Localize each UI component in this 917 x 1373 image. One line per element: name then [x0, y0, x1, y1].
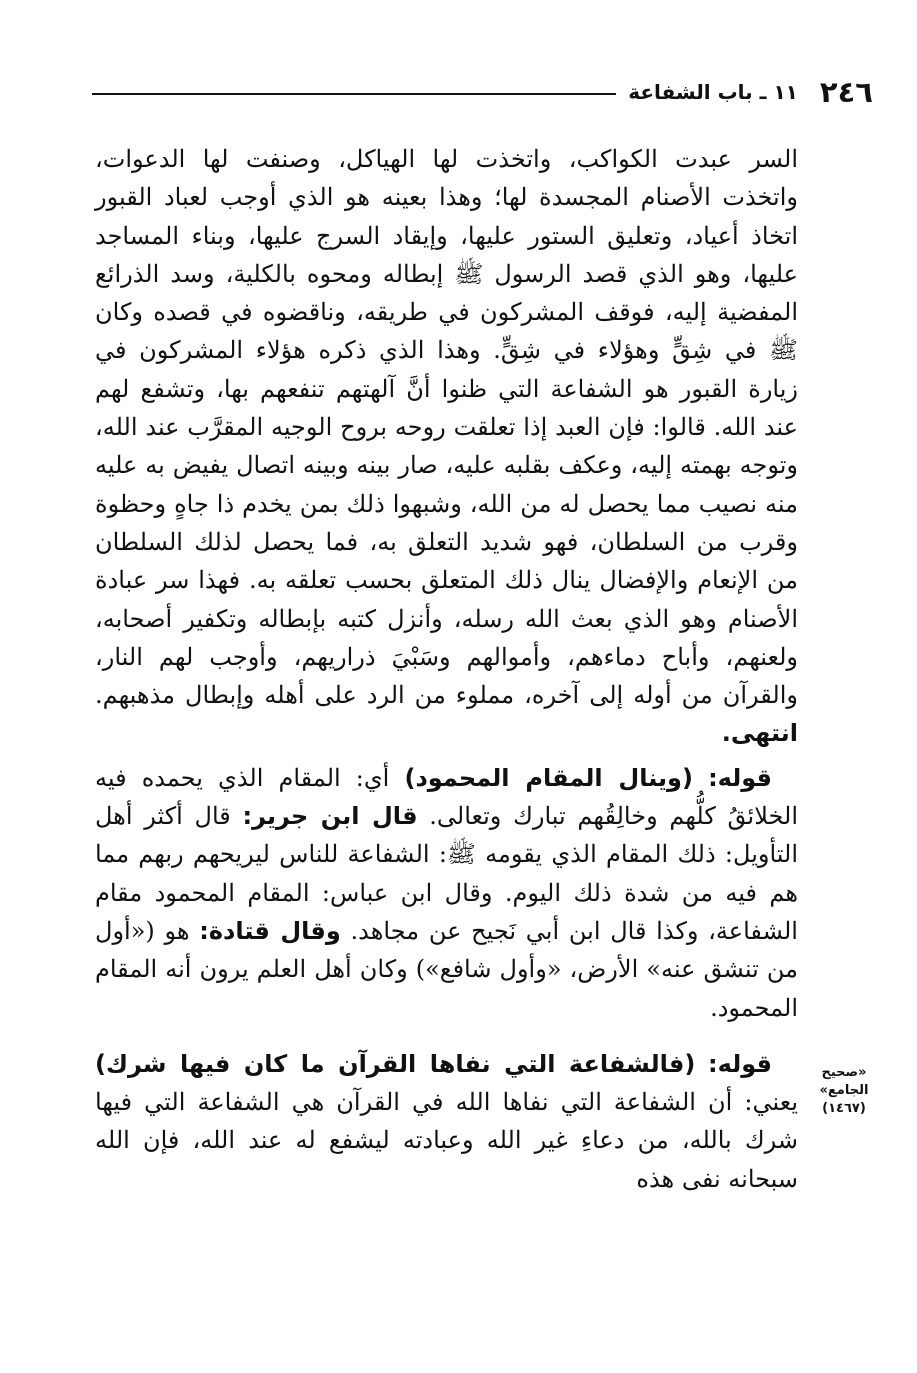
paragraph-continuation	[95, 140, 798, 753]
page-number: ٢٤٦	[819, 75, 873, 109]
quoted-phrase: (وينال المقام المحمود)	[404, 763, 693, 792]
margin-note-line: (١٤٦٧)	[822, 1101, 866, 1116]
header-rule	[92, 93, 616, 95]
paragraph-commentary-shafaa	[95, 1045, 798, 1198]
margin-note-line: الجامع»	[819, 1083, 869, 1098]
paragraph-text: قال أكثر أهل التأويل: ذلك المقام الذي يقومه ﷺ: الشفاعة للناس ليريحهم ربهم مما هم فيه من شدة ذلك اليوم. وقال ابن عباس: المقام المحمود مقام الشفاعة، وكذا قال ابن أبي نَجيح عن مجاهد.	[95, 802, 799, 945]
paragraph-text: يعني: أن الشفاعة التي نفاها الله في القرآن هي الشفاعة التي فيها شرك بالله، من دعاءِ غير الله وعبادته ليشفع له عند الله، فإن الله سبحانه نفى هذه	[95, 1088, 799, 1193]
paragraph-text: السر عبدت الكواكب، واتخذت لها الهياكل، وصنفت لها الدعوات، واتخذت الأصنام المجسدة لها؛ وهذا بعينه هو الذي أوجب لعباد القبور اتخاذ أعياد، وتعليق الستور عليها، وإيقاد السرج عليها، وبناء المساجد عليها، وهو الذي قصد الرسول ﷺ إبطاله ومحوه بالكلية، وسد الذرائع المفضية إليه، فوقف المشركون في طريقه، وناقضوه في قصده وكان ﷺ في شِقٍّ وهؤلاء في شِقٍّ. وهذا الذي ذكره هؤلاء المشركون في زيارة القبور هو الشفاعة التي ظنوا أنَّ آلهتهم تنفعهم بها، وتشفع لهم عند الله. قالوا: فإن العبد إذا تعلقت روحه بروح الوجيه المقرَّب عند الله، وتوجه بهمته إليه، وعكف بقلبه عليه، صار بينه وبينه اتصال يفيض به عليه منه نصيب مما يحصل له من الله، وشبهوا ذلك بمن يخدم ذا جاهٍ وحظوة وقرب من السلطان، فهو شديد التعلق به، فما يحصل لذلك السلطان من الإنعام والإفضال ينال ذلك المتعلق بحسب تعلقه به. فهذا سر عبادة الأصنام وهو الذي بعث الله رسله، وأنزل كتبه بإبطاله وتكفير أصحابه، ولعنهم، وأباح دماءهم، وأموالهم وسَبْيَ ذراريهم، وأوجب لهم النار، والقرآن من أوله إلى آخره، مملوء من الرد على أهله وإبطال مذهبهم.	[95, 145, 798, 710]
lead-word: قوله:	[708, 1049, 772, 1078]
end-marker: انتهى.	[721, 719, 798, 748]
margin-note-line: «صحيح	[821, 1065, 867, 1080]
speaker-qatada: وقال قتادة:	[199, 916, 341, 945]
page-header	[92, 72, 873, 112]
lead-word: قوله:	[708, 763, 772, 792]
paragraph-text: أي: المقام الذي يحمده فيه الخلائقُ كلُّهم وخالِقُهم تبارك وتعالى.	[95, 763, 798, 831]
paragraph-text: هو («أول من تنشق عنه» الأرض، «وأول شافع») وكان أهل العلم يرون أنه المقام المحمود.	[95, 916, 798, 1022]
speaker-ibn-jarir: قال ابن جرير:	[242, 802, 418, 831]
chapter-title: ١١ ـ باب الشفاعة	[628, 80, 798, 104]
quoted-phrase: (فالشفاعة التي نفاها القرآن ما كان فيها شرك)	[95, 1049, 696, 1078]
paragraph-commentary-maqam	[95, 759, 798, 1027]
page-body	[95, 140, 798, 1198]
margin-reference-note	[812, 1064, 876, 1118]
